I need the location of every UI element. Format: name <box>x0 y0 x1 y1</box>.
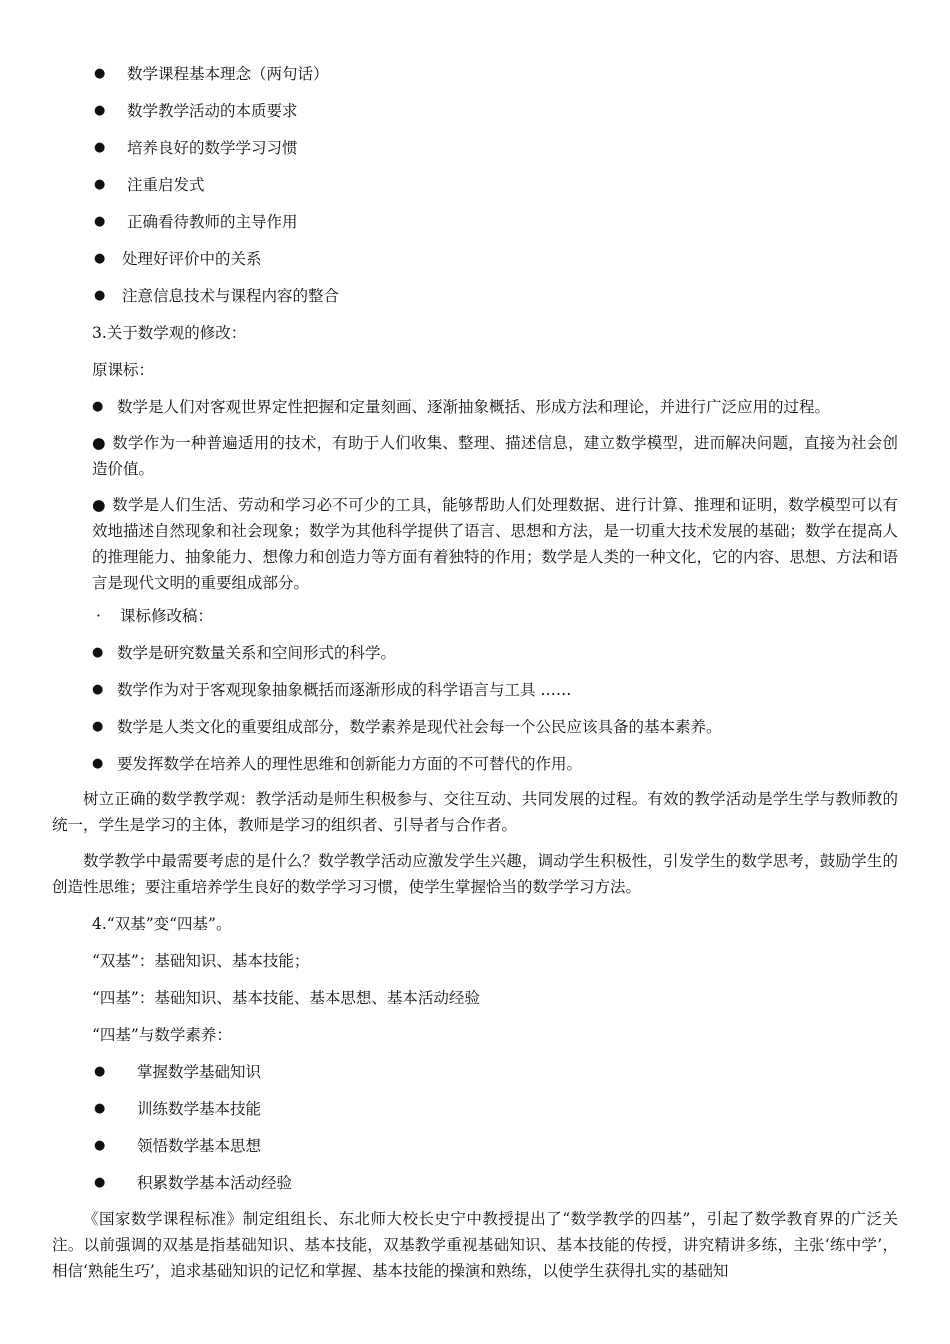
siji-line: “四基”：基础知识、基本技能、基本思想、基本活动经验 <box>92 989 480 1007</box>
bullet: ● <box>92 645 104 660</box>
list-item: 积累数学基本活动经验 <box>137 1174 293 1192</box>
list-item: 数学是人类文化的重要组成部分，数学素养是现代社会每一个公民应该具备的基本素养。 <box>117 718 722 736</box>
bullet: ● <box>94 103 106 118</box>
bullet: ● <box>94 1175 106 1190</box>
list-item: 数学是研究数量关系和空间形式的科学。 <box>117 644 397 662</box>
bullet: ● <box>94 1138 106 1153</box>
bullet: ● <box>94 140 106 155</box>
original-label: 原课标： <box>92 361 155 379</box>
list-item: 培养良好的数学学习习惯 <box>127 139 298 157</box>
paragraph-teaching-consider: 数学教学中最需要考虑的是什么？数学教学活动应激发学生兴趣，调动学生积极性，引发学生的数学思考，鼓励学生的创造性思维；要注重培养学生良好的数学学习习惯，使学生掌握恰当的数学学习方法。 <box>52 852 898 896</box>
bullet: ● <box>92 496 106 514</box>
bullet: ● <box>92 756 104 771</box>
list-item: 数学教学活动的本质要求 <box>127 102 298 120</box>
bullet: ● <box>94 66 106 81</box>
list-item: 数学作为对于客观现象抽象概括而逐渐形成的科学语言与工具 …… <box>117 681 572 699</box>
bullet: ● <box>94 288 106 303</box>
paragraph-final: 《国家数学课程标准》制定组组长、东北师大校长史宁中教授提出了“数学教学的四基”，引起了数学教育界的广泛关注。以前强调的双基是指基础知识、基本技能，双基教学重视基础知识、基本技能的传授，讲究精讲多练，主张‘练中学’，相信‘熟能生巧’，追求基础知识的记忆和掌握、基本技能的操演和熟练，以使学生获得扎实的基础知 <box>52 1210 898 1280</box>
list-item: 训练数学基本技能 <box>137 1100 262 1118</box>
bullet: ● <box>94 251 106 266</box>
paragraph-teaching-view: 树立正确的数学教学观：教学活动是师生积极参与、交往互动、共同发展的过程。有效的教学活动是学生学与教师教的统一，学生是学习的主体，教师是学习的组织者、引导者与合作者。 <box>52 790 898 834</box>
list-item: 要发挥数学在培养人的理性思维和创新能力方面的不可替代的作用。 <box>117 755 583 773</box>
section-heading: 4.“双基”变“四基”。 <box>92 915 232 933</box>
paragraph <box>92 430 898 482</box>
bullet: ● <box>94 214 106 229</box>
bullet: ● <box>92 682 104 697</box>
list-item: 掌握数学基础知识 <box>137 1063 262 1081</box>
section-heading: 3.关于数学观的修改： <box>92 324 247 342</box>
revision-label: 课标修改稿： <box>120 607 214 625</box>
revision-bullet: · <box>96 607 101 625</box>
list-item: 注意信息技术与课程内容的整合 <box>122 287 340 305</box>
paragraph <box>92 492 898 596</box>
paragraph-text: 数学是人们生活、劳动和学习必不可少的工具，能够帮助人们处理数据、进行计算、推理和证明，数学模型可以有效地描述自然现象和社会现象；数学为其他科学提供了语言、思想和方法，是一切重大技术发展的基础；数学在提高人的推理能力、抽象能力、想像力和创造力等方面有着独特的作用；数学是人类的一种文化，它的内容、思想、方法和语言是现代文明的重要组成部分。 <box>92 496 899 592</box>
list-item: 正确看待教师的主导作用 <box>127 213 298 231</box>
bullet: ● <box>94 177 106 192</box>
bullet: ● <box>92 434 106 452</box>
list-item: 处理好评价中的关系 <box>122 250 262 268</box>
list-item: 领悟数学基本思想 <box>137 1137 262 1155</box>
bullet: ● <box>92 719 104 734</box>
paragraph-text: 数学作为一种普遍适用的技术，有助于人们收集、整理、描述信息，建立数学模型，进而解决问题，直接为社会创造价值。 <box>92 434 898 478</box>
bullet: ● <box>92 399 104 414</box>
siji-literacy-line: “四基”与数学素养： <box>92 1026 232 1044</box>
list-item: 注重启发式 <box>127 176 205 194</box>
shuangji-line: “双基”：基础知识、基本技能； <box>92 952 310 970</box>
bullet: ● <box>94 1101 106 1116</box>
list-item: 数学课程基本理念（两句话） <box>127 65 329 83</box>
bullet: ● <box>94 1064 106 1079</box>
list-item: 数学是人们对客观世界定性把握和定量刻画、逐渐抽象概括、形成方法和理论，并进行广泛应用的过程。 <box>117 398 831 416</box>
